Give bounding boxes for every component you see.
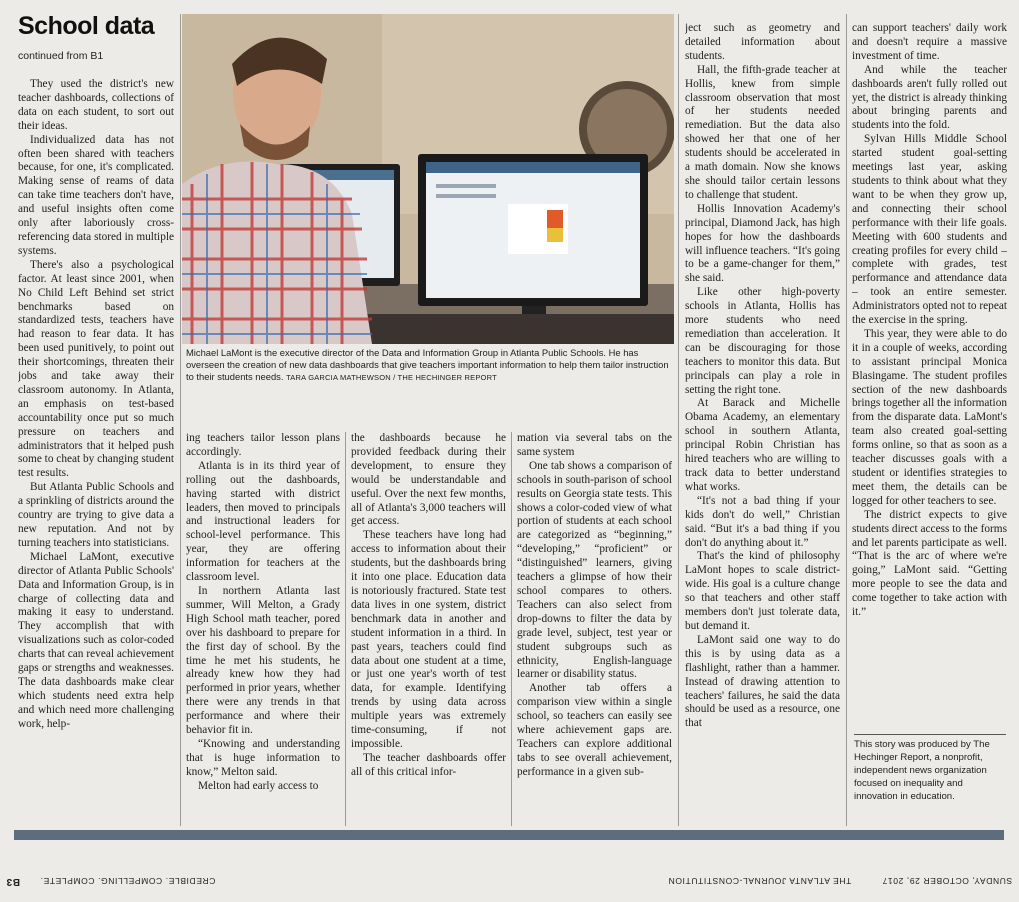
paragraph: One tab shows a comparison of schools in south-parison of school results on Georgia state tests. This shows a color-coded view of what portion of students at each school are categorized as “beginning,” “developing,” “proficient” or “distinguished” learners, giving teachers a glimpse of how their school compares to others. Teachers can also select from drop-downs to filter the data by grade level, subject, test year or student subgroups such as ethnicity, English-language learner or disability status. — [517, 459, 672, 681]
paragraph: That's the kind of philosophy LaMont hopes to scale district-wide. His goal is a culture change so that teachers and other staff members don't just tolerate data, but demand it. — [685, 550, 840, 632]
paragraph: This year, they were able to do it in a couple of weeks, according to assistant principal Monica Blasingame. The student profiles section of the new dashboards brings together all the information from the disparate data. LaMont's team also created goal-setting forms online, so that as soon as a teacher discusses goals with a student or identifies strategies to meet them, the details can be logged for other teachers to see. — [852, 327, 1007, 507]
column-6 — [852, 22, 1007, 730]
page-number: B3 — [6, 876, 20, 887]
column-rule — [511, 432, 512, 826]
tagline-rule — [854, 734, 1006, 735]
column-5 — [685, 22, 840, 826]
paragraph: Sylvan Hills Middle School started student goal-setting meetings last year, asking students to think about what they want to be when they grow up, and connecting their school performance with their life goals. Meeting with 600 students and creating profiles for every child – complete with grades, test performance and attendance data – took an entire semester. Administrators opted not to repeat the exercise in the spring. — [852, 133, 1007, 327]
paragraph: They used the district's new teacher dashboards, collections of data on each student, to sort out their ideas. — [18, 78, 174, 132]
news-photo — [182, 14, 674, 344]
paragraph: can support teachers' daily work and doesn't require a massive investment of time. — [852, 22, 1007, 62]
paragraph: Atlanta is in its third year of rolling out the dashboards, having started with district leaders, then moved to principals and instructional leaders for school-level performance. This year, they are offering information for teachers at the classroom level. — [186, 459, 340, 584]
column-3 — [351, 432, 506, 826]
paragraph: mation via several tabs on the same system — [517, 432, 672, 458]
paragraph: The teacher dashboards offer all of this critical infor- — [351, 751, 506, 778]
column-rule — [846, 14, 847, 826]
jump-line: continued from B1 — [18, 50, 104, 62]
footer-paper-name: THE ATLANTA JOURNAL-CONSTITUTION — [668, 876, 852, 886]
footer-color-bar — [14, 830, 1004, 840]
paragraph: the dashboards because he provided feedback during their development, to ensure they would be understandable and useful. Over the next few months, all of Atlanta's 3,000 teachers will get access. — [351, 432, 506, 528]
photo-caption — [186, 347, 672, 385]
footer-date: SUNDAY, OCTOBER 29, 2017 — [882, 876, 1013, 886]
tagline: This story was produced by The Hechinger Report, a nonprofit, independent news organization focused on inequality and innovation in education. — [854, 739, 990, 802]
paragraph: Like other high-poverty schools in Atlanta, Hollis has more students who need remediation than acceleration. It can be discouraging for those teachers to monitor this data. But principals can play a role in setting the right tone. — [685, 286, 840, 396]
column-4 — [517, 432, 672, 826]
paragraph: Hall, the fifth-grade teacher at Hollis, knew from simple classroom observation that most of her students needed remediation. But the data also showed her that one of her students should be accelerated in a math domain. Now she knows she should tailor certain lessons to challenge that student. — [685, 63, 840, 201]
paragraph: The district expects to give students direct access to the forms and let parents participate as well. “That is the arc of where we're going,” LaMont said. “Getting more people to see the data and come together to take action with it.” — [852, 508, 1007, 619]
caption-text: Michael LaMont is the executive director of the Data and Information Group in Atlanta Public Schools. He has overseen the creation of new data dashboards that give teachers important information to help them tailor instruction to their students needs. — [186, 347, 669, 383]
paragraph: Michael LaMont, executive director of Atlanta Public Schools' Data and Information Group, is in charge of collecting data and making it easy to understand. They accomplish that with visualizations such as color-coded charts that can reveal achievement gaps or strengths and weaknesses. The data dashboards make clear which students need extra help and which need more challenging work, help- — [18, 550, 174, 730]
paragraph: LaMont said one way to do this is by using data as a flashlight, rather than a hammer. Instead of drawing attention to teachers' failures, he said the data should be used as a resource, one that — [685, 633, 840, 730]
paragraph: There's also a psychological factor. At least since 2001, when No Child Left Behind set strict benchmarks based on standardized tests, teachers have had reason to fear data. It has been used punitively, to point out their shortcomings, threaten their jobs and take away their classroom autonomy. In Atlanta, an emphasis on test-based accountability once put so much pressure on teachers and administrators that it helped push some to cheat by changing student test results. — [18, 258, 174, 480]
headline: School data — [18, 12, 155, 40]
paragraph: “It's not a bad thing if your kids don't do well,” Christian said. “But it's a bad thing if you don't do anything about it.” — [685, 494, 840, 549]
column-rule — [180, 14, 181, 826]
paragraph: In northern Atlanta last summer, Will Melton, a Grady High School math teacher, pored over his dashboard to prepare for the first day of school. By the time he met his students, he already knew how they had performed in prior years, whether there were any trends in that performance and where their behavior fit in. — [186, 584, 340, 737]
paragraph: At Barack and Michelle Obama Academy, an elementary school in southern Atlanta, principal Robin Christian has hired teachers who are willing to track data to better understand what works. — [685, 397, 840, 493]
column-2 — [186, 432, 340, 826]
paragraph: Another tab offers a comparison view within a single school, so teachers can easily see where achievement gaps are. Teachers can explore additional tabs to see overall achievement, performance in a given sub- — [517, 682, 672, 778]
paragraph: “Knowing and understanding that is huge information to know,” Melton said. — [186, 737, 340, 778]
column-rule — [678, 14, 679, 826]
paragraph: Melton had early access to — [198, 779, 319, 792]
footer-motto: CREDIBLE. COMPELLING. COMPLETE. — [40, 876, 216, 886]
paragraph: ject such as geometry and detailed information about students. — [685, 22, 840, 62]
photo-illustration — [182, 14, 674, 344]
paragraph: These teachers have long had access to information about their students, but the dashboards bring it into one place. Education data is notoriously fractured. State test data lives in one system, district benchmark data in another and student information in a third. In past years, teachers could find data about one student at a time, or just one year's worth of test data, for example. Identifying trends by using data across multiple years was extremely time-consuming, if not impossible. — [351, 529, 506, 750]
column-1 — [18, 78, 174, 826]
paragraph: And while the teacher dashboards aren't fully rolled out yet, the district is already thinking about bringing parents and students into the fold. — [852, 63, 1007, 132]
paragraph: Hollis Innovation Academy's principal, Diamond Jack, has high hopes for how the dashboards will influence teachers. “It's going to be a game-changer for them,” she said. — [685, 202, 840, 285]
column-rule — [345, 432, 346, 826]
paragraph: But Atlanta Public Schools and a sprinkling of districts around the country are trying to give data a new reputation. And not by turning teachers into statisticians. — [18, 481, 174, 549]
paragraph: Individualized data has not often been shared with teachers because, for one, it's complicated. Making sense of reams of data can take time teachers don't have, and useful insights often come only after laboriously cross-referencing data stored in multiple systems. — [18, 133, 174, 257]
paragraph: ing teachers tailor lesson plans accordingly. — [186, 432, 340, 458]
photo-credit: TARA GARCIA MATHEWSON / THE HECHINGER REPORT — [286, 373, 497, 383]
